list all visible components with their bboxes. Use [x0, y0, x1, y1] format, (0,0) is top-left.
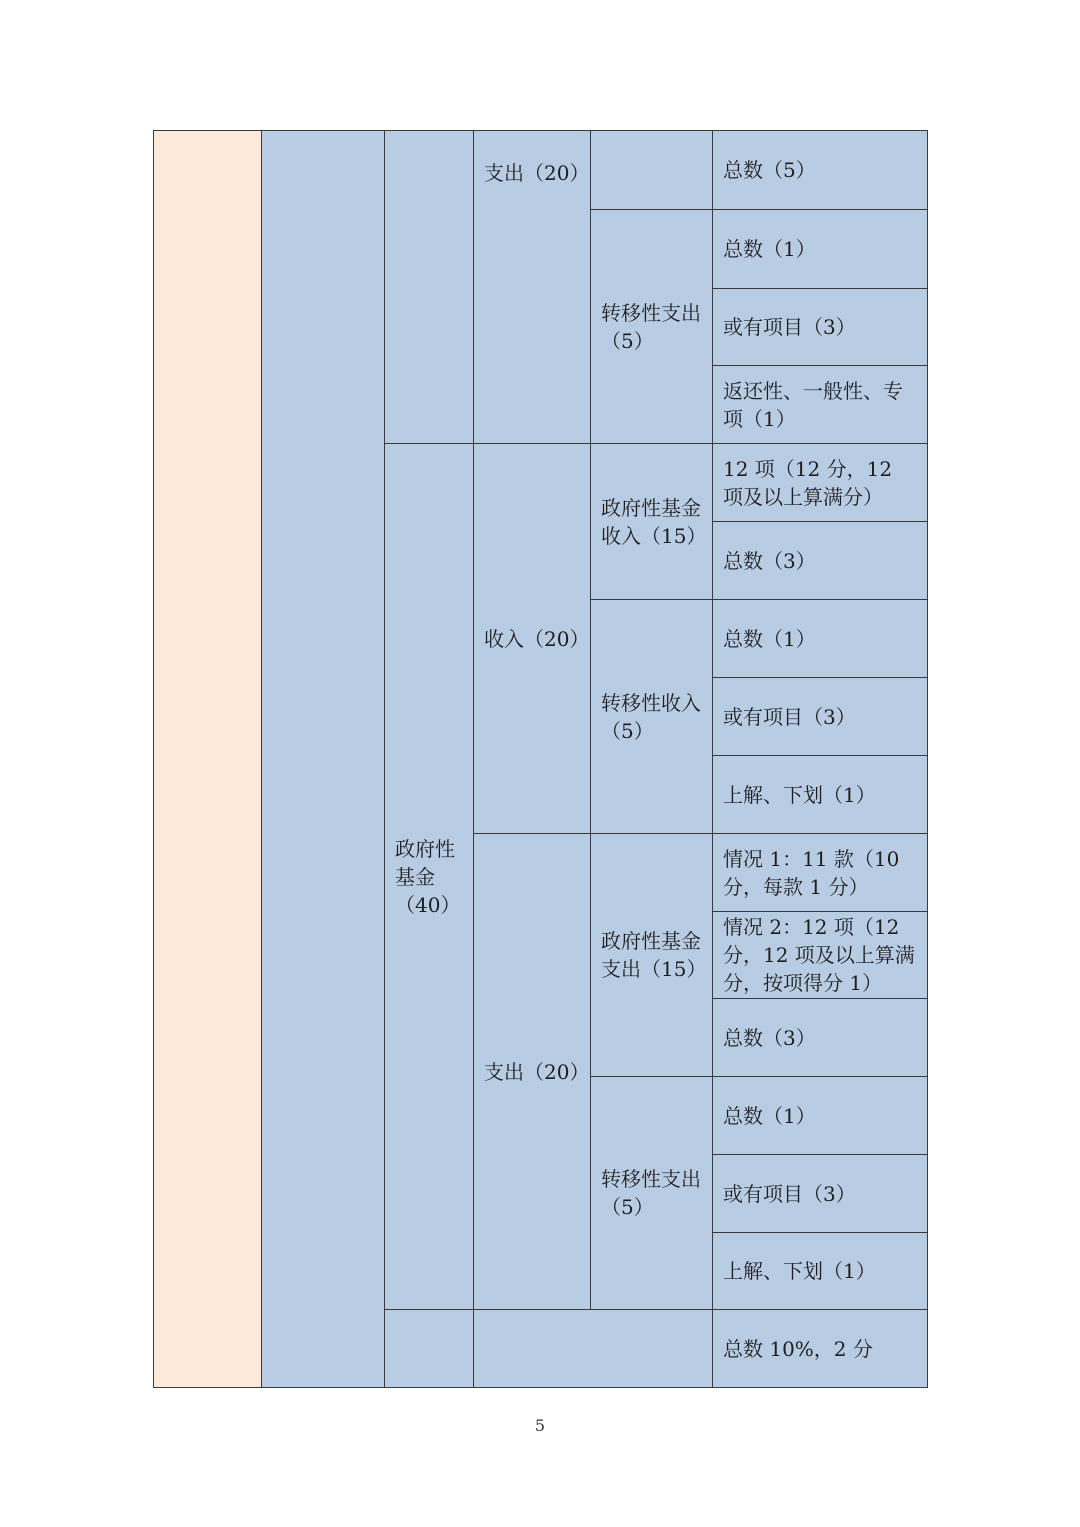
table-col-3-top-cell [384, 130, 474, 444]
table-cell-income-20 [473, 443, 591, 834]
table-cell-upper-lower [712, 1232, 928, 1310]
table-cell-upper-lower [712, 755, 928, 834]
cell-text: 情况 2：12 项（12 分，12 项及以上算满分，按项得分 1） [723, 915, 915, 995]
cell-text: 总数（3） [723, 548, 816, 573]
table-cell-expenditure-20 [473, 833, 591, 1310]
table-cell-expenditure-20 [473, 130, 591, 444]
cell-text: 或有项目（3） [723, 704, 856, 729]
cell-text: 支出（20） [484, 161, 590, 185]
table-cell-empty [473, 1309, 713, 1388]
table-col-1-cell [153, 130, 262, 1388]
cell-text: 总数（1） [723, 237, 816, 261]
table-cell-total-1 [712, 209, 928, 289]
table-cell-total-1 [712, 1076, 928, 1155]
cell-text: 总数（3） [723, 1025, 816, 1050]
table-cell-return-items [712, 365, 928, 444]
table-cell-contingent-3 [712, 288, 928, 366]
cell-text: 或有项目（3） [723, 315, 856, 339]
cell-text: 政府性基金（40） [395, 836, 461, 917]
table-cell-transfer-expenditure [590, 209, 713, 444]
table-cell-contingent-3 [712, 1154, 928, 1233]
table-cell-total-5 [712, 130, 928, 210]
cell-text: 12 项（12 分，12 项及以上算满分） [723, 456, 893, 509]
cell-text: 总数（1） [723, 1103, 816, 1128]
table-cell-gov-fund-expenditure [590, 833, 713, 1077]
cell-text: 情况 1：11 款（10 分，每款 1 分） [723, 846, 900, 899]
table-cell-total-3 [712, 998, 928, 1077]
table-cell-12-items [712, 443, 928, 522]
cell-text: 政府性基金支出（15） [601, 929, 707, 981]
table-cell-total-10pct [712, 1309, 928, 1388]
table-cell-empty [590, 130, 713, 210]
cell-text: 总数（5） [723, 158, 816, 182]
table-col-2-cell [261, 130, 385, 1388]
cell-text: 或有项目（3） [723, 1181, 856, 1206]
table-cell-case-2 [712, 911, 928, 999]
cell-text: 上解、下划（1） [723, 782, 876, 807]
cell-text: 政府性基金收入（15） [601, 495, 707, 548]
cell-text: 转移性支出（5） [601, 1167, 701, 1219]
table-cell-total-3 [712, 521, 928, 600]
cell-text: 转移性收入（5） [601, 690, 701, 743]
cell-text: 总数（1） [723, 626, 816, 651]
table-cell-gov-fund-income [590, 443, 713, 600]
cell-text: 收入（20） [484, 626, 590, 651]
page-number: 5 [534, 1416, 546, 1435]
table-cell-case-1 [712, 833, 928, 912]
cell-text: 上解、下划（1） [723, 1259, 876, 1283]
table-cell-transfer-expenditure [590, 1076, 713, 1310]
table-cell-gov-fund-40 [384, 443, 474, 1310]
cell-text: 转移性支出（5） [601, 300, 701, 353]
cell-text: 返还性、一般性、专项（1） [723, 378, 903, 431]
cell-text: 支出（20） [484, 1059, 590, 1084]
cell-text: 总数 10%，2 分 [723, 1336, 873, 1361]
table-cell-total-1 [712, 599, 928, 678]
table-cell-transfer-income [590, 599, 713, 834]
table-cell-contingent-3 [712, 677, 928, 756]
table-cell-empty [384, 1309, 474, 1388]
